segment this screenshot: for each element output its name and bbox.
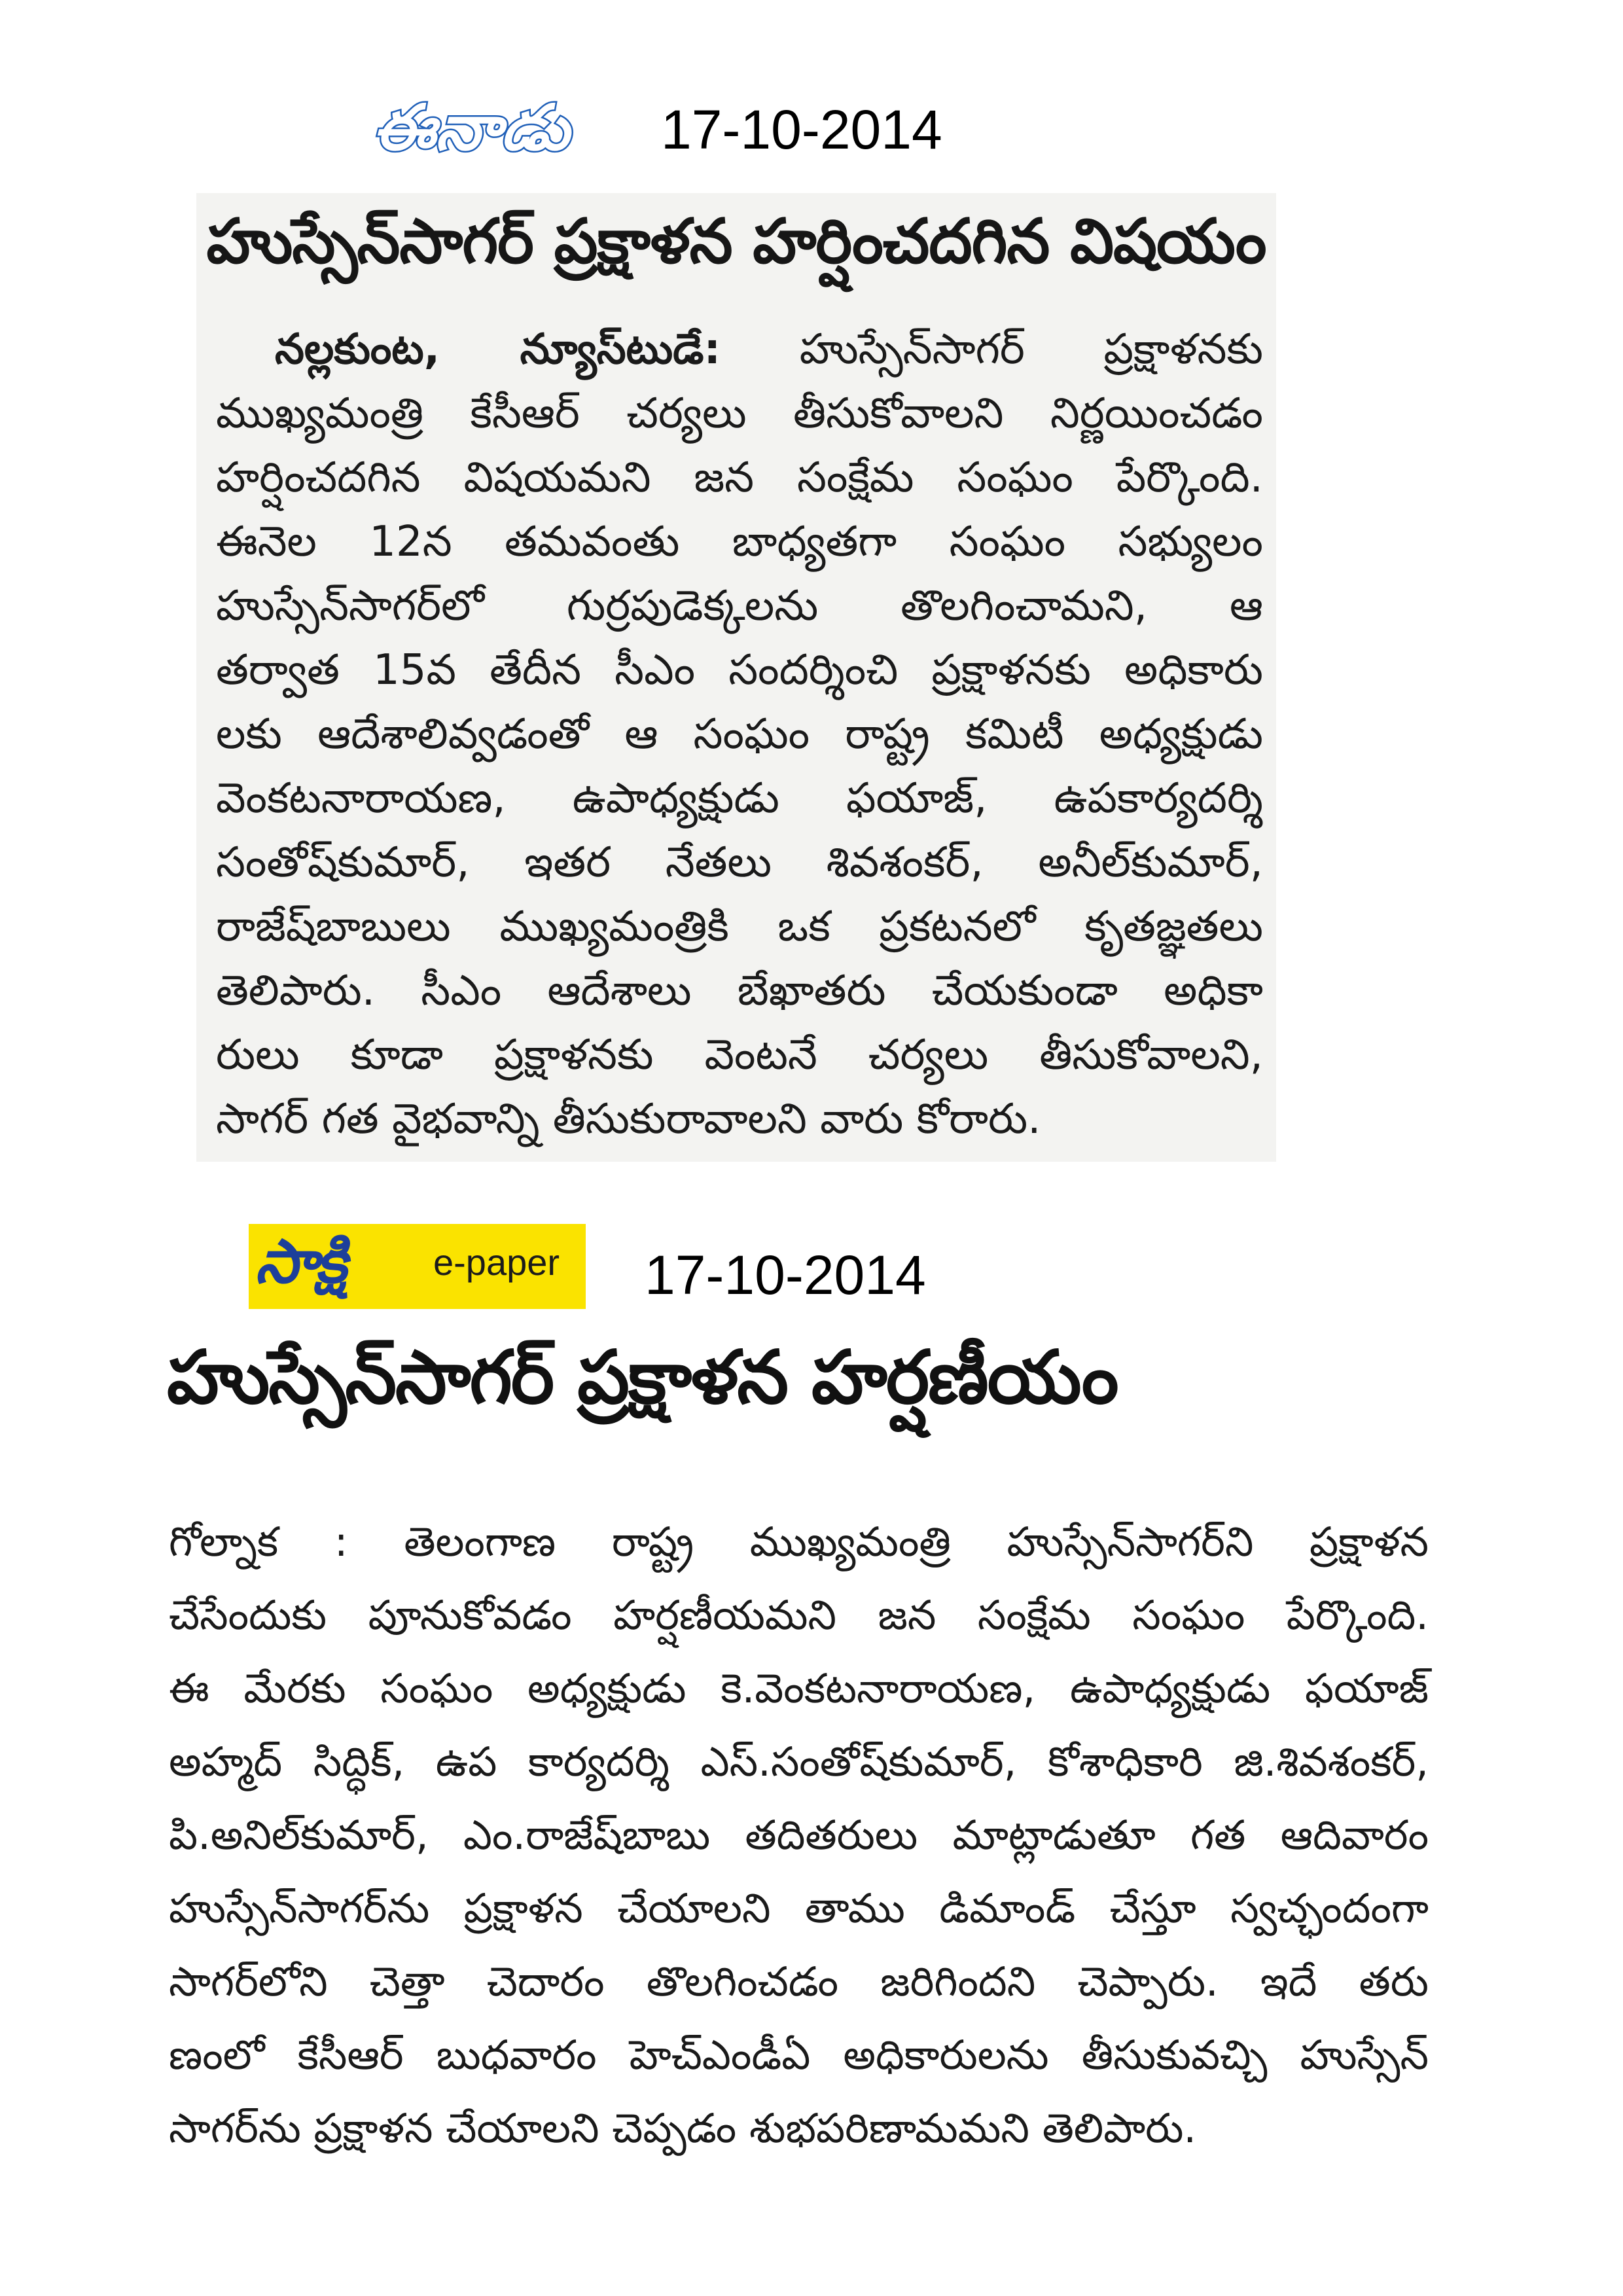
- sakshi-line: చేసేందుకు పూనుకోవడం హర్షణీయమని జన సంక్షేమ సంఘం పేర్కొంది.: [169, 1591, 1429, 1639]
- sakshi-line: సాగర్‌ను ప్రక్షాళన చేయాలని చెప్పడం శుభపరిణామమని తెలిపారు.: [169, 2104, 1197, 2152]
- sakshi-line: సాగర్‌లోని చెత్తా చెదారం తొలగించడం జరిగిందని చెప్పారు. ఇదే తరు: [169, 1958, 1429, 2005]
- eenadu-line-text: హుస్సేన్‌సాగర్ ప్రక్షాళనకు: [799, 325, 1263, 374]
- sakshi-line: గోల్నాక : తెలంగాణ రాష్ట్ర ముఖ్యమంత్రి హుస్సేన్‌సాగర్‌ని ప్రక్షాళన: [169, 1518, 1429, 1566]
- eenadu-line: ఈనెల 12న తమవంతు బాధ్యతగా సంఘం సభ్యులం: [216, 518, 1263, 566]
- sakshi-logo-text: సాక్షి: [255, 1227, 345, 1297]
- eenadu-dateline: నల్లకుంట, న్యూస్‌టుడే:: [275, 325, 721, 374]
- clip2-date: 17-10-2014: [645, 1244, 926, 1306]
- eenadu-logo: [340, 92, 602, 164]
- sakshi-epaper-label: e-paper: [433, 1242, 560, 1283]
- sakshi-logo: [249, 1224, 586, 1309]
- eenadu-line-1: [216, 317, 1263, 382]
- eenadu-line: హుస్సేన్‌సాగర్‌లో గుర్రపుడెక్కలను తొలగించామని, ఆ: [216, 582, 1263, 630]
- eenadu-line: తెలిపారు. సీఎం ఆదేశాలు బేఖాతరు చేయకుండా అధికా: [216, 967, 1263, 1015]
- eenadu-body: [216, 317, 1263, 1151]
- sakshi-line: ణంలో కేసీఆర్ బుధవారం హెచ్ఎండీఏ అధికారులను తీసుకువచ్చి హుస్సేన్: [169, 2031, 1429, 2079]
- sakshi-headline: హుస్సేన్‌సాగర్ ప్రక్షాళన హర్షణీయం: [167, 1335, 1118, 1420]
- eenadu-article: [196, 193, 1276, 1162]
- sakshi-line: పి.అనిల్‌కుమార్, ఎం.రాజేష్‌బాబు తదితరులు మాట్లాడుతూ గత ఆదివారం: [169, 1811, 1429, 1859]
- eenadu-logo-text: ఈనాడు: [373, 92, 569, 164]
- eenadu-headline: హుస్సేన్‌సాగర్ ప్రక్షాళన హర్షించదగిన విషయం: [206, 206, 1266, 278]
- sakshi-line: హుస్సేన్‌సాగర్‌ను ప్రక్షాళన చేయాలని తాము డిమాండ్ చేస్తూ స్వచ్ఛందంగా: [169, 1884, 1429, 1932]
- eenadu-line: హర్షించదగిన విషయమని జన సంక్షేమ సంఘం పేర్కొంది.: [216, 454, 1263, 502]
- eenadu-line: లకు ఆదేశాలివ్వడంతో ఆ సంఘం రాష్ట్ర కమిటీ అధ్యక్షుడు: [216, 710, 1263, 759]
- eenadu-line: ముఖ్యమంత్రి కేసీఆర్ చర్యలు తీసుకోవాలని నిర్ణయించడం: [216, 389, 1263, 438]
- sakshi-line: ఈ మేరకు సంఘం అధ్యక్షుడు కె.వెంకటనారాయణ, ఉపాధ్యక్షుడు ఫయాజ్: [169, 1664, 1429, 1712]
- eenadu-line: సంతోష్‌కుమార్, ఇతర నేతలు శివశంకర్, అనీల్‌కుమార్,: [216, 838, 1263, 887]
- eenadu-line: రాజేష్‌బాబులు ముఖ్యమంత్రికి ఒక ప్రకటనలో కృతజ్ఞతలు: [216, 903, 1263, 951]
- eenadu-line: రులు కూడా ప్రక్షాళనకు వెంటనే చర్యలు తీసుకోవాలని,: [216, 1031, 1263, 1079]
- eenadu-line: సాగర్ గత వైభవాన్ని తీసుకురావాలని వారు కోరారు.: [216, 1095, 1041, 1143]
- sakshi-body: [169, 1505, 1429, 2165]
- clip1-date: 17-10-2014: [661, 99, 942, 160]
- sakshi-line: అహ్మద్ సిద్ధిక్, ఉప కార్యదర్శి ఎస్.సంతోష్‌కుమార్, కోశాధికారి జి.శివశంకర్,: [169, 1738, 1429, 1785]
- eenadu-line: తర్వాత 15వ తేదీన సీఎం సందర్శించి ప్రక్షాళనకు అధికారు: [216, 646, 1263, 694]
- eenadu-line: వెంకటనారాయణ, ఉపాధ్యక్షుడు ఫయాజ్, ఉపకార్యదర్శి: [216, 774, 1263, 823]
